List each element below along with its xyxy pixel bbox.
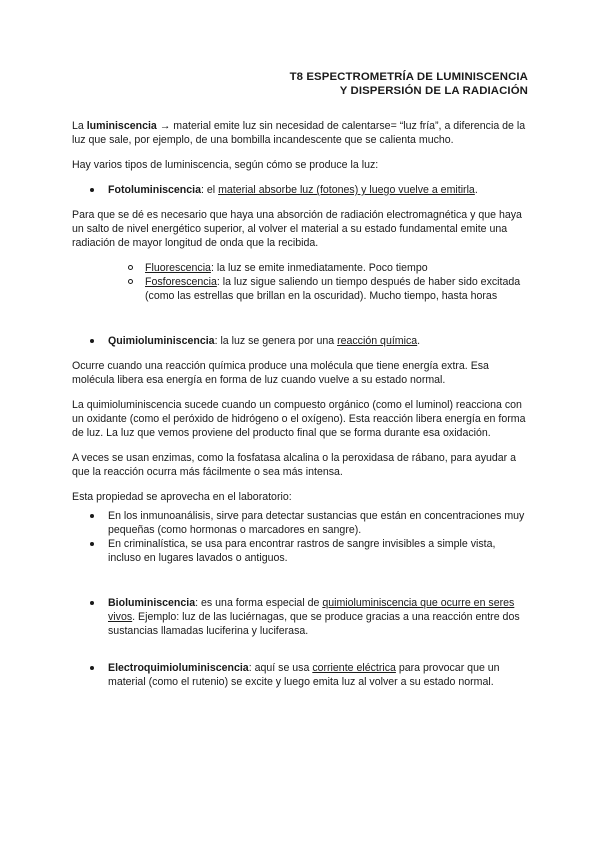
electro-end: para provocar que un material (como el rutenio) se excite y luego emita luz al volver a su estado normal.	[108, 662, 500, 688]
foto-mid: : el	[201, 184, 219, 196]
page-title	[72, 70, 528, 98]
intro-post: → material emite luz sin necesidad de calentarse= “luz fría”, a diferencia de la luz que sale, por ejemplo, de una bombilla incandescente que se calienta mucho.	[72, 120, 526, 146]
title-line-2: Y DISPERSIÓN DE LA RADIACIÓN	[339, 85, 528, 97]
spacer	[72, 649, 528, 661]
fluorescencia-text: : la luz se emite inmediatamente. Poco tiempo	[210, 262, 428, 274]
bio-underlined: quimioluminiscencia que ocurre en seres vivos	[108, 597, 515, 623]
intro-paragraph	[72, 119, 528, 147]
foto-list	[72, 183, 528, 197]
quimio-underlined: reacción química	[337, 335, 418, 347]
spacer	[72, 576, 528, 596]
quimio-mid: : la luz se genera por una	[214, 335, 338, 347]
quimio-end: .	[417, 335, 421, 347]
electro-list	[72, 661, 528, 689]
quimio-list	[72, 334, 528, 348]
fosforescencia-text: : la luz sigue saliendo un tiempo después de haber sido excitada (como las estrellas que brillan en la oscuridad). Mucho tiempo, hasta horas	[145, 276, 521, 302]
list-item-electroquimioluminiscencia	[72, 661, 528, 689]
quimio-paragraph-3: A veces se usan enzimas, como la fosfatasa alcalina o la peroxidasa de rábano, para ayudar a que la reacción ocurra más fácilmente o sea más intensa.	[72, 452, 517, 478]
electro-mid: : aquí se usa	[248, 662, 313, 674]
list-item-fosforescencia	[72, 275, 528, 303]
title-line-1: T8 ESPECTROMETRÍA DE LUMINISCENCIA	[289, 71, 528, 83]
intro-pre: La	[72, 120, 87, 132]
fosforescencia-term: Fosforescencia	[145, 276, 217, 288]
list-item-quimioluminiscencia	[72, 334, 528, 348]
quimio-paragraph-1: Ocurre cuando una reacción química produce una molécula que tiene energía extra. Esa molécula libera esa energía en forma de luz cuando vuelve a su estado normal.	[72, 360, 489, 386]
quimio-paragraph-2: La quimioluminiscencia sucede cuando un compuesto orgánico (como el luminol) reacciona con un oxidante (como el peróxido de hidrógeno o el oxígeno). Esta reacción libera energía en forma de luz. La luz que vemos proviene del producto final que se forma durante esa oxidación.	[72, 399, 526, 439]
bio-mid: : es una forma especial de	[195, 597, 323, 609]
foto-paragraph: Para que se dé es necesario que haya una absorción de radiación electromagnética y que haya un salto de nivel energético superior, al volver el material a su estado fundamental emite una radiación de mayor longitud de onda que la recibida.	[72, 209, 522, 249]
quimio-paragraph-4: Esta propiedad se aprovecha en el laboratorio:	[72, 491, 292, 503]
foto-underlined: material absorbe luz (fotones) y luego vuelve a emitirla	[218, 184, 475, 196]
list-item-inmunoanalisis: En los inmunoanálisis, sirve para detectar sustancias que están en concentraciones muy pequeñas (como hormonas o marcadores en sangre).	[72, 509, 528, 537]
list-item-bioluminiscencia	[72, 596, 528, 638]
bio-term: Bioluminiscencia	[108, 597, 196, 609]
fluorescencia-term: Fluorescencia	[145, 262, 211, 274]
intro-term: luminiscencia	[86, 120, 157, 132]
list-item-criminalistica: En criminalística, se usa para encontrar rastros de sangre invisibles a simple vista, incluso en lugares lavados o antiguos.	[72, 537, 528, 565]
foto-term: Fotoluminiscencia	[108, 184, 202, 196]
spacer	[72, 314, 528, 334]
foto-end: .	[474, 184, 478, 196]
list-item-fluorescencia	[72, 261, 528, 275]
types-intro: Hay varios tipos de luminiscencia, según cómo se produce la luz:	[72, 159, 379, 171]
electro-underlined: corriente eléctrica	[312, 662, 396, 674]
quimio-term: Quimioluminiscencia	[108, 335, 215, 347]
bio-end: . Ejemplo: luz de las luciérnagas, que se produce gracias a una reacción entre dos sustancias llamadas luciferina y luciferasa.	[108, 611, 520, 637]
lab-uses-list	[72, 509, 528, 565]
bio-list	[72, 596, 528, 638]
list-item-fotoluminiscencia	[72, 183, 528, 197]
foto-subtypes-list	[72, 261, 528, 303]
electro-term: Electroquimioluminiscencia	[108, 662, 249, 674]
